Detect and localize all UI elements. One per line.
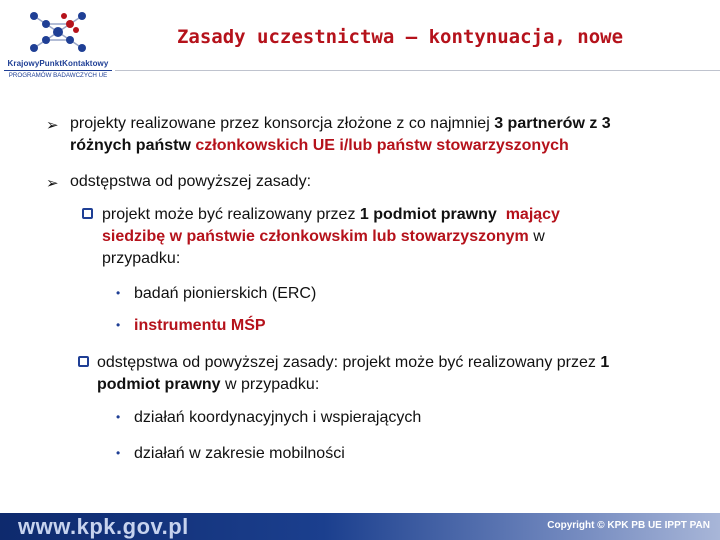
sub-exception-line2: podmiot prawny w przypadku: [97,376,320,393]
sub-single-entity-line3: przypadku: [102,250,181,267]
title-divider [115,70,720,71]
arrow-bullet-icon: ➢ [46,175,59,192]
list-item-coordination: działań koordynacyjnych i wspierających [134,409,422,426]
sub-exception-line1: odstępstwa od powyższej zasady: projekt może być realizowany przez 1 [97,354,610,371]
dot-bullet-icon: • [116,446,121,460]
sub-single-entity-line1: projekt może być realizowany przez 1 podmiot prawny mający [102,206,560,223]
list-item-mobility: działań w zakresie mobilności [134,445,345,462]
footer-url: www.kpk.gov.pl [18,514,189,539]
bullet-consortium-line1: projekty realizowane przez konsorcja złożone z co najmniej 3 partnerów z 3 [70,115,611,132]
list-item-erc: badań pionierskich (ERC) [134,285,317,302]
logo-text: KrajowyPunktKontaktowy [7,59,109,68]
dot-bullet-icon: • [116,410,121,424]
checkbox-bullet-icon [82,208,93,219]
bullet-exception: odstępstwa od powyższej zasady: [70,173,312,190]
arrow-bullet-icon: ➢ [46,117,59,134]
dot-bullet-icon: • [116,286,121,300]
checkbox-bullet-icon [78,356,89,367]
bullet-consortium-line2: różnych państw członkowskich UE i/lub państw stowarzyszonych [70,137,569,154]
list-item-msp: instrumentu MŚP [134,317,266,334]
network-nodes-icon [26,8,90,56]
sub-single-entity-line2: siedzibę w państwie członkowskim lub stowarzyszonym w [102,228,545,245]
footer-copyright: Copyright © KPK PB UE IPPT PAN [547,520,710,531]
page-title: Zasady uczestnictwa – kontynuacja, nowe [176,26,624,48]
footer-bar [0,513,720,540]
kpk-logo [4,4,112,80]
logo-subtext: PROGRAMÓW BADAWCZYCH UE [4,70,112,79]
dot-bullet-icon: • [116,318,121,332]
